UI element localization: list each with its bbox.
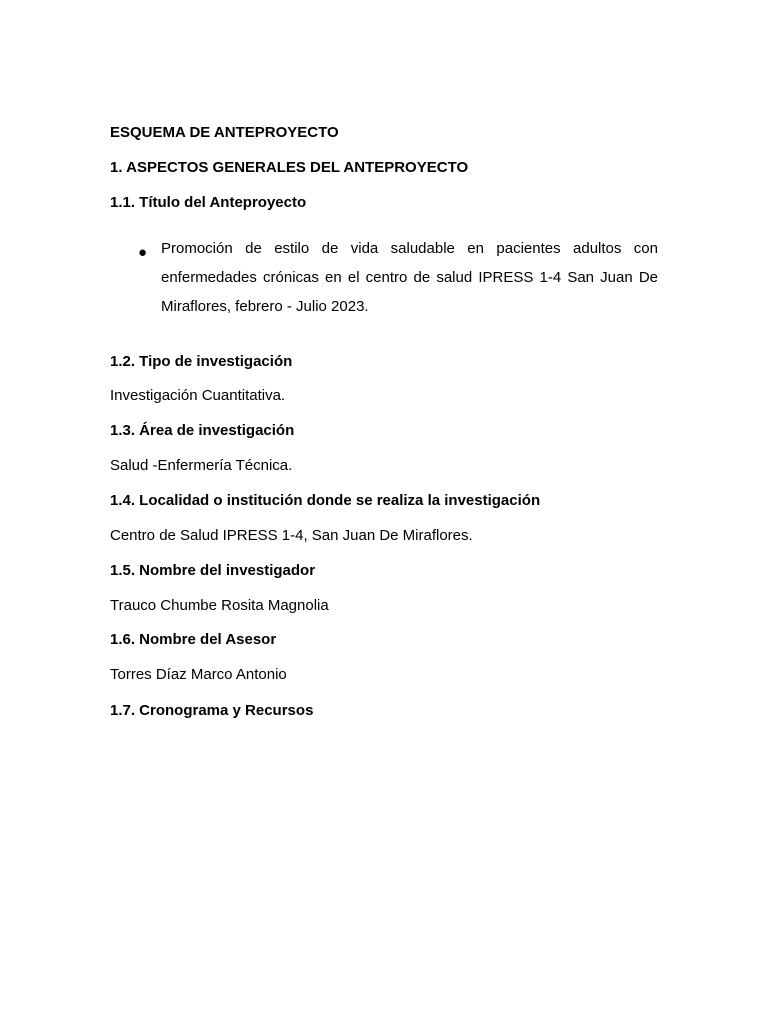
subsection-heading-1-5: 1.5. Nombre del investigador [110, 562, 316, 579]
bullet-icon: ● [138, 244, 148, 261]
project-title-text: Promoción de estilo de vida saludable en pacientes adultos con enfermedades crónicas en el centro de salud IPRESS 1-4 San Juan De Miraflores, febrero - Julio 2023. [161, 240, 658, 315]
subsection-heading-1-4: 1.4. Localidad o institución donde se realiza la investigación [110, 492, 541, 509]
subsection-heading-1-6: 1.6. Nombre del Asesor [110, 631, 277, 648]
subsection-body-1-5: Trauco Chumbe Rosita Magnolia [110, 597, 329, 614]
subsection-body-1-3: Salud -Enfermería Técnica. [110, 457, 293, 474]
subsection-heading-1-2: 1.2. Tipo de investigación [110, 353, 293, 370]
subsection-body-1-2: Investigación Cuantitativa. [110, 387, 286, 404]
subsection-heading-1-1: 1.1. Título del Anteproyecto [110, 194, 307, 211]
subsection-heading-1-3: 1.3. Área de investigación [110, 422, 295, 439]
subsection-body-1-4: Centro de Salud IPRESS 1-4, San Juan De Miraflores. [110, 527, 473, 544]
subsection-body-1-6: Torres Díaz Marco Antonio [110, 666, 287, 683]
subsection-heading-1-7: 1.7. Cronograma y Recursos [110, 702, 314, 719]
section-heading: 1. ASPECTOS GENERALES DEL ANTEPROYECTO [110, 159, 469, 176]
document-title: ESQUEMA DE ANTEPROYECTO [110, 124, 339, 141]
